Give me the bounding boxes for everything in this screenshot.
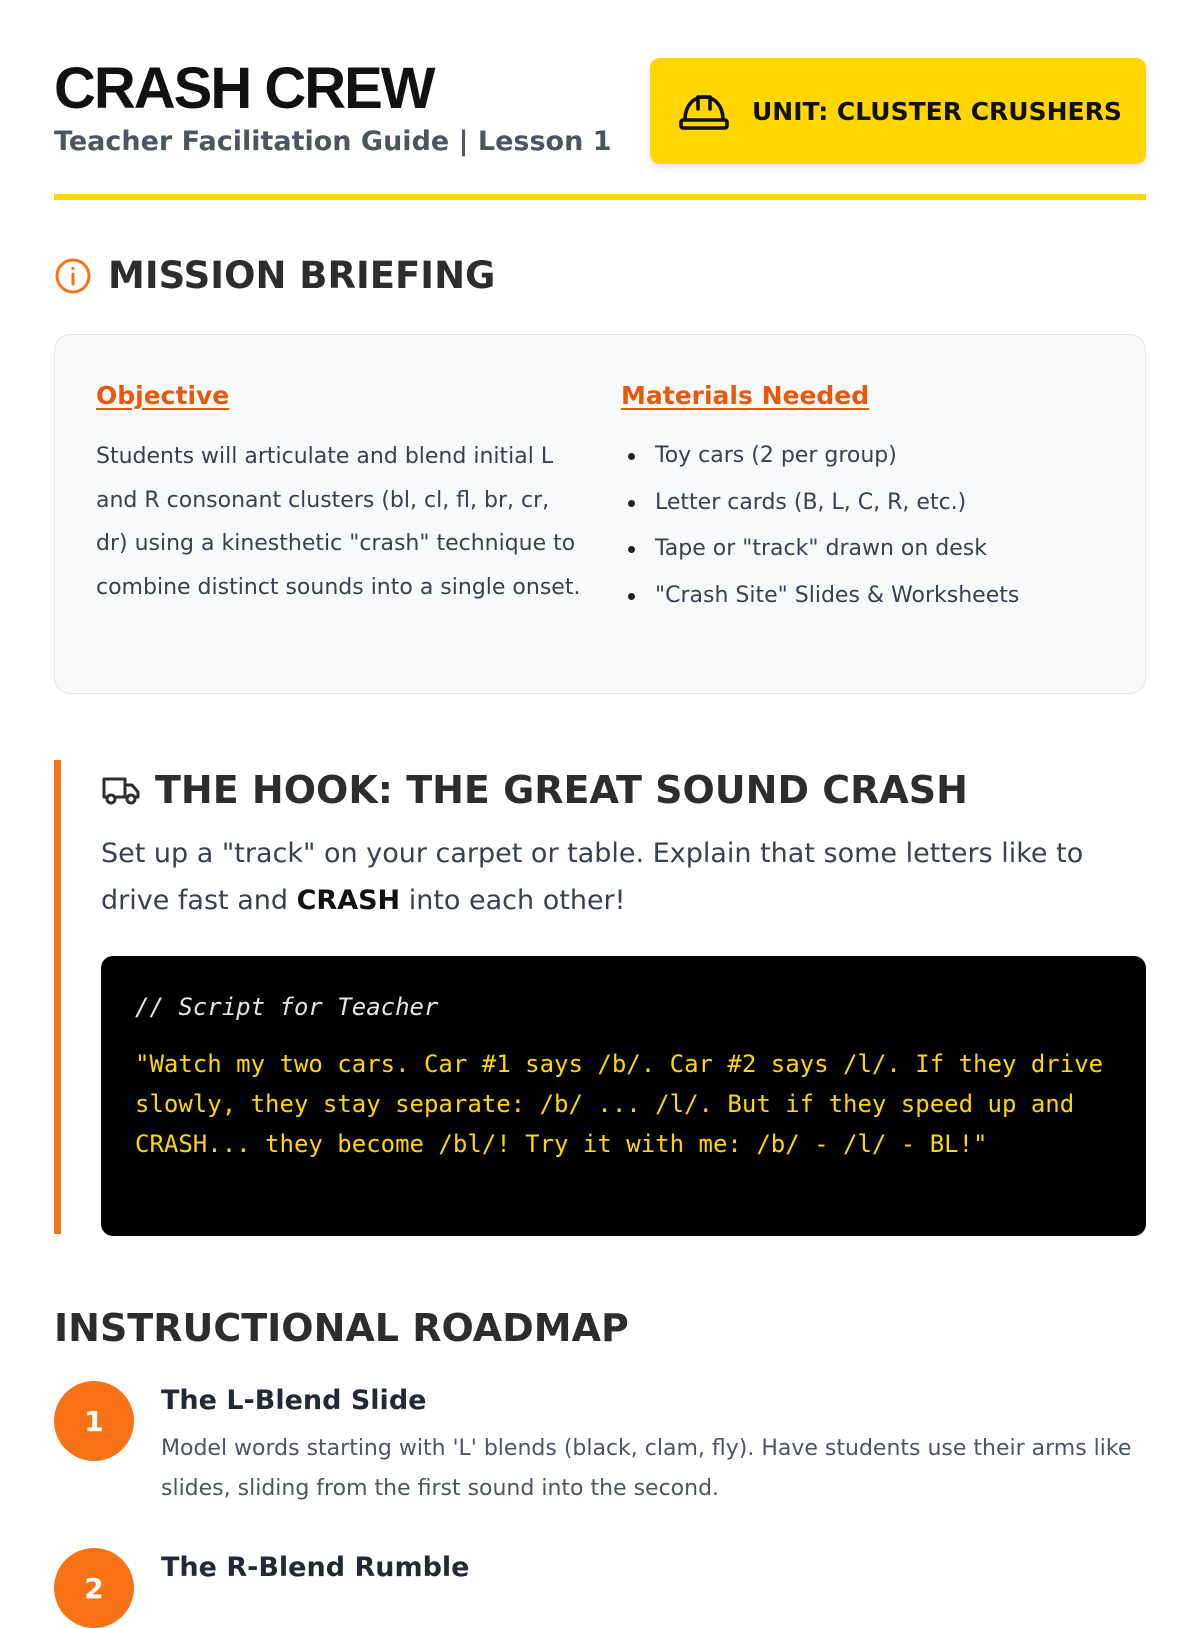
materials-item: "Crash Site" Slides & Worksheets <box>621 573 1019 620</box>
info-icon <box>54 257 92 295</box>
unit-badge-label: UNIT: CLUSTER CRUSHERS <box>752 96 1122 126</box>
truck-icon <box>101 773 141 807</box>
script-text: "Watch my two cars. Car #1 says /b/. Car #2 says /l/. If they drive slowly, they stay separate: /b/ ... /l/. But if they speed up and CRASH... they become /bl/! Try it with me: /b/ - /l/ - BL!" <box>135 1050 1104 1158</box>
page-title: CRASH CREW <box>54 56 434 121</box>
page-header <box>54 0 1146 200</box>
step-number: 1 <box>54 1381 134 1461</box>
step-title: The R-Blend Rumble <box>161 1552 470 1583</box>
script-label: // Script for Teacher <box>135 993 439 1021</box>
unit-badge <box>650 58 1146 164</box>
hook-heading <box>101 768 968 812</box>
materials-list <box>621 433 1019 619</box>
materials-item: Tape or "track" drawn on desk <box>621 526 1019 573</box>
step-description: Model words starting with 'L' blends (black, clam, fly). Have students use their arms like slides, sliding from the first sound into the second. <box>161 1436 1132 1501</box>
materials-item: Toy cars (2 per group) <box>621 433 1019 480</box>
hook-intro-emphasis: CRASH <box>296 885 401 916</box>
materials-item: Letter cards (B, L, C, R, etc.) <box>621 480 1019 527</box>
mission-briefing-title: MISSION BRIEFING <box>108 254 496 297</box>
mission-briefing-heading <box>54 254 495 297</box>
materials-heading: Materials Needed <box>621 381 870 410</box>
hook-intro <box>101 830 1141 924</box>
hard-hat-icon <box>678 88 730 134</box>
objective-text: Students will articulate and blend initial L and R consonant clusters (bl, cl, fl, br, cr, dr) using a kinesthetic "crash" technique to combine distinct sounds into a single onset. <box>96 444 581 600</box>
step-number: 2 <box>54 1548 134 1628</box>
hook-intro-end: into each other! <box>400 885 626 916</box>
hook-intro-start: Set up a "track" on your carpet or table. Explain that some letters like to drive fast and <box>101 838 1084 916</box>
objective-heading: Objective <box>96 381 230 410</box>
hook-title: THE HOOK: THE GREAT SOUND CRASH <box>155 768 968 812</box>
mission-briefing-card <box>54 334 1146 694</box>
hook-section <box>54 760 1146 1234</box>
page-subtitle: Teacher Facilitation Guide | Lesson 1 <box>54 126 612 157</box>
step-title: The L-Blend Slide <box>161 1385 427 1416</box>
roadmap-heading: INSTRUCTIONAL ROADMAP <box>54 1306 629 1350</box>
teacher-script-box <box>101 956 1146 1236</box>
